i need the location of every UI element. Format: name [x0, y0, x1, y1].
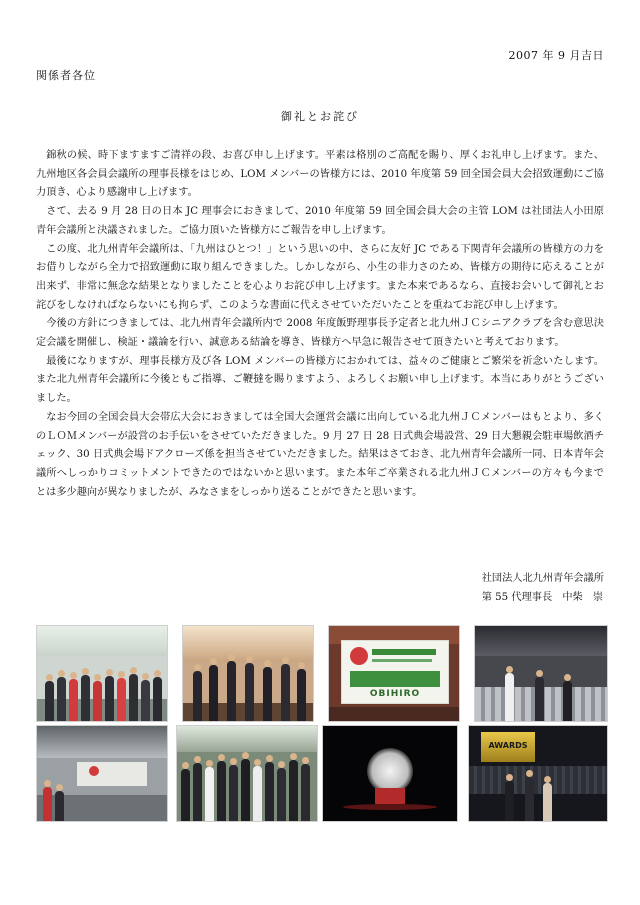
letter-title: 御礼とお詫び [281, 110, 359, 123]
letter-body [36, 147, 604, 502]
paragraph-postscript: なお今回の全国会員大会帯広大会におきましては全国大会運営会議に出向している北九州ＪＣメンバーはもとより、多くのＬＯＭメンバーが設営のお手伝いをさせていただきました。9 月 27 日 28 日式典会場設営、29 日大懇親会駐車場飲酒チェック、30 日式典会場ドアクローズ係を担当させていただきました。結果はさておき、北九州青年会議所一同、日本青年会議所へしっかりコミットメントできたのではないかと思います。また本年ご卒業される北九州ＪＣメンバーの方々も今までとは多少趣向が異なりましたが、みなさまをしっかり送ることができたと思います。 [36, 411, 604, 498]
photo-collage [36, 625, 606, 820]
paragraph-apology: この度、北九州青年会議所は、「九州はひとつ！」という思いの中、さらに友好 JC である下関青年会議所の皆様方の力をお借りしながら全力で招致運動に取り組んできました。しかしながら、小生の非力さのため、皆様方の期待に応えることが出来ず、非常に無念な結果となりましたことを心よりお詫び申し上げます。また本来であるなら、直接お会いして御礼とお詫びをしなければならないにも拘らず、このような書面に代えさせていただいたことを重ねてお詫び申し上げます。 [36, 243, 604, 311]
group-photo-2 [182, 625, 314, 722]
awards-photo [468, 725, 608, 822]
obihiro-banner-text: OBIHIRO [369, 689, 421, 699]
group-photo-1 [36, 625, 168, 722]
paragraph-greeting: 錦秋の候、時下ますますご清祥の段、お喜び申し上げます。平素は格別のご高配を賜り、厚くお礼申し上げます。また、九州地区各会員会議所の理事長様をはじめ、LOM メンバーの皆様方には、2010 年度第 59 回全国会員大会招致運動にご協力頂き、心より感謝申し上げます。 [36, 150, 604, 199]
signature-organization: 社団法人北九州青年会議所 [481, 573, 604, 584]
signature-name: 第 55 代理事長 中柴 崇 [481, 592, 604, 603]
exhibition-hall-photo [36, 725, 168, 822]
awards-screen-text: AWARDS [488, 741, 528, 750]
stage-drum-photo [322, 725, 458, 822]
paragraph-closing: 最後になりますが、理事長様方及び各 LOM メンバーの皆様方におかれては、益々のご健康とご繁栄を祈念いたします。また北九州青年会議所に今後ともご指導、ご鞭撻を賜りますよう、よろしくお願い申し上げます。本当にありがとうございました。 [36, 355, 604, 405]
hall-photo [474, 625, 608, 722]
addressee: 関係者各位 [36, 69, 96, 82]
crowd-photo [176, 725, 318, 822]
letter-date: 2007 年 9 月吉日 [508, 49, 604, 62]
paragraph-result: さて、去る 9 月 28 日の日本 JC 理事会におきまして、2010 年度第 59 回全国会員大会の主管 LOM は社団法人小田原青年会議所と決議されました。ご協力頂いた皆様方にご報告を申し上げます。 [36, 206, 604, 236]
signature-block [482, 569, 604, 607]
paragraph-future-policy: 今後の方針につきましては、北九州青年会議所内で 2008 年度飯野理事長予定者と北九州ＪＣシニアクラブを含む意思決定会議を開催し、検証・議論を行い、誠意ある結論を導き、皆様方へ早急に報告させて頂きたいと考えております。 [36, 318, 604, 349]
obihiro-banner-photo [328, 625, 460, 722]
